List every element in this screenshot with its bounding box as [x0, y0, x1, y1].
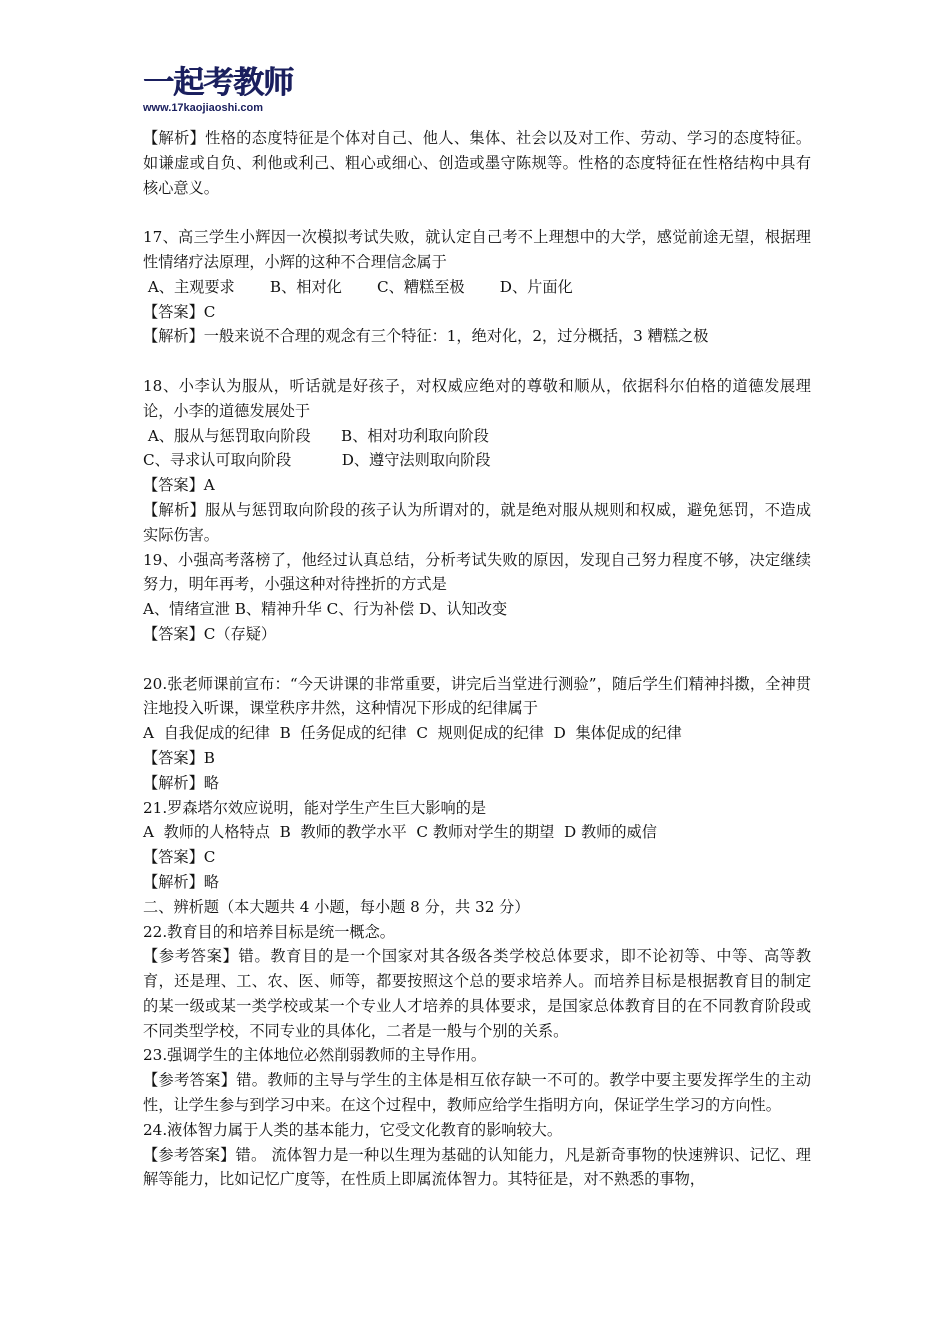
section-heading: 二、辨析题（本大题共 4 小题，每小题 8 分，共 32 分） [143, 897, 530, 916]
answer-18: 【答案】A [143, 476, 215, 495]
question-21: 21.罗森塔尔效应说明，能对学生产生巨大影响的是 [143, 798, 487, 817]
logo-url: www.17kaojiaoshi.com [143, 102, 264, 114]
blank-line [143, 349, 811, 374]
options-20: A 自我促成的纪律 B 任务促成的纪律 C 规则促成的纪律 D 集体促成的纪律 [143, 724, 682, 743]
document-body [143, 126, 811, 1192]
question-19: 19、小强高考落榜了，他经过认真总结，分析考试失败的原因，发现自己努力程度不够，决定继续努力，明年再考，小强这种对待挫折的方式是 [143, 550, 811, 594]
question-24: 24.液体智力属于人类的基本能力，它受文化教育的影响较大。 [143, 1120, 563, 1139]
question-20: 20.张老师课前宣布：“今天讲课的非常重要，讲完后当堂进行测验”，随后学生们精神抖擞，全神贯注地投入听课，课堂秩序井然，这种情况下形成的纪律属于 [143, 674, 811, 718]
options-18-cd: C、寻求认可取向阶段 D、遵守法则取向阶段 [143, 451, 491, 470]
analysis-16: 【解析】性格的态度特征是个体对自己、他人、集体、社会以及对工作、劳动、学习的态度特征。如谦虚或自负、利他或利己、粗心或细心、创造或墨守陈规等。性格的态度特征在性格结构中具有核心意义。 [143, 129, 811, 197]
question-18: 18、小李认为服从，听话就是好孩子，对权威应绝对的尊敬和顺从，依据科尔伯格的道德发展理论，小李的道德发展处于 [143, 376, 811, 420]
answer-23: 【参考答案】错。教师的主导与学生的主体是相互依存缺一不可的。教学中要主要发挥学生的主动性，让学生参与到学习中来。在这个过程中，教师应给学生指明方向，保证学生学习的方向性。 [143, 1071, 811, 1115]
analysis-17: 【解析】一般来说不合理的观念有三个特征：1，绝对化，2，过分概括，3 糟糕之极 [143, 327, 709, 346]
question-17: 17、高三学生小辉因一次模拟考试失败，就认定自己考不上理想中的大学，感觉前途无望，根据理性情绪疗法原理，小辉的这种不合理信念属于 [143, 228, 811, 271]
logo-text: 一起考教师 [143, 65, 293, 101]
answer-24: 【参考答案】错。 流体智力是一种以生理为基础的认知能力，凡是新奇事物的快速辨识、记忆、理解等能力，比如记忆广度等，在性质上即属流体智力。其特征是，对不熟悉的事物， [143, 1145, 811, 1189]
answer-21: 【答案】C [143, 848, 216, 867]
answer-22: 【参考答案】错。教育目的是一个国家对其各级各类学校总体要求，即不论初等、中等、高等教育，还是理、工、农、医、师等，都要按照这个总的要求培养人。而培养目标是根据教育目的制定的某一级或某一类学校或某一个专业人才培养的具体要求，是国家总体教育目的在不同教育阶段或不同类型学校，不同专业的具体化，二者是一般与个别的关系。 [143, 947, 811, 1040]
analysis-20: 【解析】略 [143, 773, 219, 792]
blank-line [143, 647, 811, 672]
analysis-21: 【解析】略 [143, 872, 219, 891]
answer-19: 【答案】C（存疑） [143, 624, 277, 643]
site-logo [143, 66, 313, 116]
options-19: A、情绪宣泄 B、精神升华 C、行为补偿 D、认知改变 [143, 600, 508, 619]
options-21: A 教师的人格特点 B 教师的教学水平 C 教师对学生的期望 D 教师的威信 [143, 823, 657, 842]
question-23: 23.强调学生的主体地位必然削弱教师的主导作用。 [143, 1046, 487, 1065]
blank-line [143, 200, 811, 225]
question-22: 22.教育目的和培养目标是统一概念。 [143, 922, 395, 941]
answer-20: 【答案】B [143, 748, 215, 767]
analysis-18: 【解析】服从与惩罚取向阶段的孩子认为所谓对的，就是绝对服从规则和权威，避免惩罚，不造成实际伤害。 [143, 500, 811, 544]
answer-17: 【答案】C [143, 302, 216, 321]
options-18-ab: A、服从与惩罚取向阶段 B、相对功利取向阶段 [143, 426, 489, 445]
options-17: A、主观要求 B、相对化 C、糟糕至极 D、片面化 [143, 277, 573, 296]
